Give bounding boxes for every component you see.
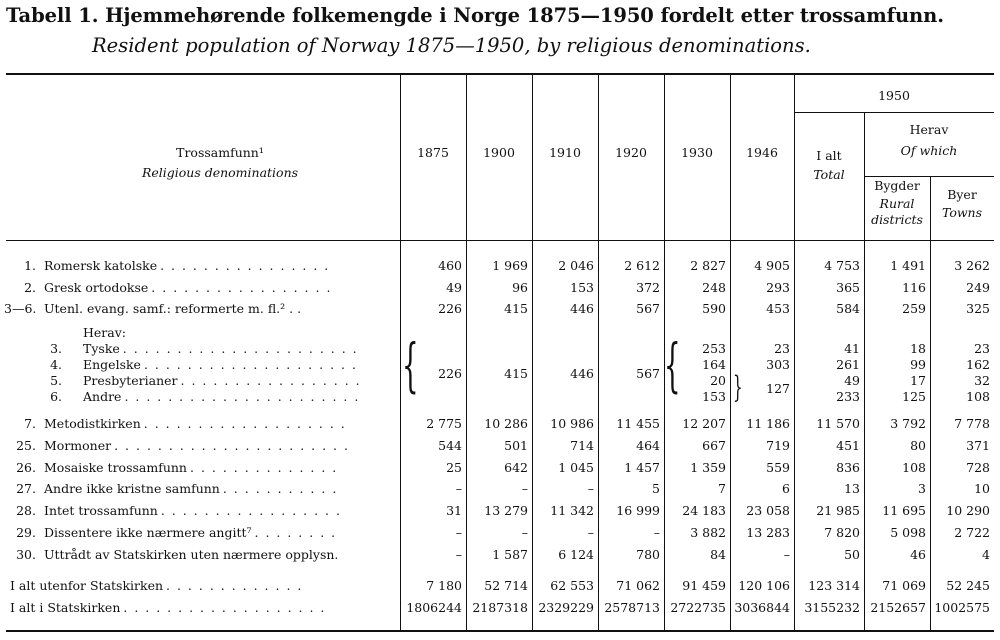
value-cell: 464 [636,438,660,453]
value-cell: 4 905 [754,258,790,273]
row-label [83,373,361,388]
value-cell: 123 314 [808,578,860,593]
value-cell: 164 [702,357,726,372]
value-cell: 836 [836,460,860,475]
header-herav: Herav [909,122,949,137]
value-cell: 2 722 [954,525,990,540]
value-cell: 719 [766,438,790,453]
value-cell: 10 286 [484,416,528,431]
row-number: 7. [24,416,36,431]
column-divider [466,73,467,630]
rule-line [6,630,994,632]
row-label-text: Andre ikke kristne samfunn [44,481,220,496]
subgroup-heading: Herav: [83,325,126,340]
value-cell: 226 [438,301,462,316]
header-denomination-en: Religious denominations [141,165,299,180]
value-cell: 4 [982,547,990,562]
value-cell: 3036844 [734,600,790,615]
value-cell: 49 [446,280,462,295]
value-cell: 714 [570,438,594,453]
row-number: 26. [16,460,36,475]
value-cell: 11 570 [816,416,860,431]
row-label [44,503,341,518]
value-cell: 2187318 [472,600,528,615]
value-cell: 3 792 [890,416,926,431]
value-cell: 1 359 [690,460,726,475]
value-cell: 303 [766,357,790,372]
header-rural-en-2: districts [871,212,923,227]
value-cell: – [653,525,660,540]
row-number: 4. [50,357,62,372]
value-cell: 20 [710,373,726,388]
leader-dots: . . . . . . . . . . . [222,481,338,496]
value-cell: 415 [504,301,528,316]
row-number: 30. [16,547,36,562]
value-cell: 293 [766,280,790,295]
value-cell: 6 124 [558,547,594,562]
total-label [10,600,326,615]
leader-dots: . . . . . . . . . . . . . . . . . . . . [143,357,358,372]
value-cell: 11 186 [746,416,790,431]
row-label [44,438,349,453]
column-divider [598,73,599,630]
row-label-text: Metodistkirken [44,416,141,431]
leader-dots: . . . . . . . . . . . . . . . . . . . [143,416,347,431]
row-label [83,389,360,404]
value-cell: 52 714 [484,578,528,593]
header-towns-en: Towns [941,205,983,220]
value-cell: 226 [438,366,462,381]
value-cell: 780 [636,547,660,562]
value-cell: 11 342 [550,503,594,518]
value-cell: 451 [836,438,860,453]
value-cell: 642 [504,460,528,475]
value-cell: 3155232 [804,600,860,615]
header-herav-en: Of which [900,143,958,158]
value-cell: 2722735 [670,600,726,615]
header-denomination: Trossamfunn¹ [176,145,264,160]
value-cell: – [587,525,594,540]
row-number: 1. [24,258,36,273]
row-number: 3—6. [4,301,37,316]
header-year: 1875 [417,145,449,160]
value-cell: 120 106 [738,578,790,593]
header-year: 1930 [681,145,713,160]
value-cell: 13 283 [746,525,790,540]
value-cell: 7 180 [426,578,462,593]
row-label-text: Intet trossamfunn [44,503,158,518]
value-cell: 667 [702,438,726,453]
row-label-text: Dissentere ikke nærmere angitt⁷ [44,525,252,540]
leader-dots: . . . . . . . . . . . . . . [190,460,338,475]
column-divider [400,73,401,630]
value-cell: 153 [702,389,726,404]
brace-symbol: { [402,331,419,399]
value-cell: 5 [652,481,660,496]
value-cell: 2 827 [690,258,726,273]
value-cell: 1 045 [558,460,594,475]
value-cell: 584 [836,301,860,316]
header-year: 1900 [483,145,515,160]
value-cell: 11 455 [616,416,660,431]
total-label-text: I alt utenfor Statskirken [10,578,164,593]
row-number: 6. [50,389,62,404]
value-cell: 127 [766,381,790,396]
value-cell: 125 [902,389,926,404]
value-cell: 13 279 [484,503,528,518]
row-label-text: Tyske [83,341,120,356]
value-cell: 2 046 [558,258,594,273]
value-cell: 4 753 [824,258,860,273]
rule-line [6,73,994,75]
value-cell: 1 491 [890,258,926,273]
header-total-en: Total [813,167,845,182]
column-divider [532,73,533,630]
total-label [10,578,303,593]
row-label-text: Mosaiske trossamfunn [44,460,187,475]
header-rural: Bygder [874,178,920,193]
value-cell: 108 [966,389,990,404]
value-cell: – [455,525,462,540]
leader-dots: . . . . . . . . . . . . . . . . . . . [123,600,326,615]
value-cell: 446 [570,366,594,381]
column-divider [794,73,795,630]
leader-dots: . . . . . . . . . . . . . . . . . . . . . . [122,341,359,356]
value-cell: 10 290 [946,503,990,518]
row-label-text: Uttrådt av Statskirken uten nærmere opplysn. [44,547,339,562]
value-cell: 10 986 [550,416,594,431]
row-label-text: Engelske [83,357,141,372]
row-label-text: Andre [83,389,122,404]
value-cell: 590 [702,301,726,316]
value-cell: 96 [512,280,528,295]
value-cell: 559 [766,460,790,475]
row-number: 27. [16,481,36,496]
value-cell: 2 612 [624,258,660,273]
row-label-text: Mormoner [44,438,112,453]
row-number: 28. [16,503,36,518]
header-rural-en: Rural [879,196,915,211]
value-cell: 7 820 [824,525,860,540]
value-cell: 2152657 [870,600,926,615]
value-cell: 372 [636,280,660,295]
value-cell: 365 [836,280,860,295]
header-year: 1920 [615,145,647,160]
value-cell: – [521,525,528,540]
value-cell: 16 999 [616,503,660,518]
value-cell: 460 [438,258,462,273]
table-subtitle: Resident population of Norway 1875—1950, by religious denominations. [92,34,811,57]
rule-line [6,240,994,241]
value-cell: 371 [966,438,990,453]
value-cell: 325 [966,301,990,316]
row-label-text: Gresk ortodokse [44,280,149,295]
row-label-text: Presbyterianer [83,373,178,388]
value-cell: 99 [910,357,926,372]
value-cell: 12 207 [682,416,726,431]
value-cell: 80 [910,438,926,453]
value-cell: 567 [636,366,660,381]
value-cell: 84 [710,547,726,562]
rule-line [794,112,994,113]
value-cell: – [455,481,462,496]
value-cell: 71 069 [882,578,926,593]
header-towns: Byer [947,187,977,202]
leader-dots: . . . . . . . . [254,525,337,540]
value-cell: 23 058 [746,503,790,518]
value-cell: 1 969 [492,258,528,273]
value-cell: 6 [782,481,790,496]
value-cell: – [587,481,594,496]
value-cell: 13 [844,481,860,496]
row-label [83,357,357,372]
leader-dots: . . . . . . . . . . . . . . . . . . . . . . [114,438,350,453]
column-divider [730,73,731,630]
header-year: 1910 [549,145,581,160]
value-cell: 11 695 [882,503,926,518]
row-label [44,416,346,431]
leader-dots: . . . . . . . . . . . . . [166,578,303,593]
value-cell: 49 [844,373,860,388]
header-total: I alt [816,148,842,163]
value-cell: 233 [836,389,860,404]
value-cell: 3 262 [954,258,990,273]
value-cell: 567 [636,301,660,316]
value-cell: 46 [910,547,926,562]
row-label-text: Utenl. evang. samf.: reformerte m. fl.² . . [44,301,302,316]
value-cell: 261 [836,357,860,372]
value-cell: 259 [902,301,926,316]
value-cell: 2 775 [426,416,462,431]
value-cell: 5 098 [890,525,926,540]
value-cell: 21 985 [816,503,860,518]
value-cell: 728 [966,460,990,475]
value-cell: 501 [504,438,528,453]
value-cell: 248 [702,280,726,295]
header-1950: 1950 [878,88,910,103]
value-cell: 453 [766,301,790,316]
value-cell: 24 183 [682,503,726,518]
value-cell: 415 [504,366,528,381]
value-cell: 162 [966,357,990,372]
total-label-text: I alt i Statskirken [10,600,121,615]
row-label [44,258,330,273]
value-cell: 7 [718,481,726,496]
row-number: 25. [16,438,36,453]
value-cell: 3 [918,481,926,496]
row-label [44,301,304,316]
value-cell: 41 [844,341,860,356]
value-cell: 249 [966,280,990,295]
value-cell: 1002575 [934,600,990,615]
value-cell: 17 [910,373,926,388]
row-label [83,341,358,356]
value-cell: 2329229 [538,600,594,615]
value-cell: 62 553 [550,578,594,593]
leader-dots: . . . . . . . . . . . . . . . . . [180,373,362,388]
row-number: 2. [24,280,36,295]
row-label [44,547,341,562]
value-cell: 1 457 [624,460,660,475]
value-cell: 108 [902,460,926,475]
row-number: 5. [50,373,62,388]
value-cell: 31 [446,503,462,518]
row-number: 3. [50,341,62,356]
row-label [44,481,338,496]
row-number: 29. [16,525,36,540]
brace-symbol: { [664,331,681,399]
value-cell: 25 [446,460,462,475]
value-cell: 1806244 [406,600,462,615]
value-cell: – [783,547,790,562]
value-cell: 71 062 [616,578,660,593]
value-cell: 50 [844,547,860,562]
value-cell: 23 [974,341,990,356]
leader-dots: . . . . . . . . . . . . . . . . [160,258,330,273]
value-cell: 32 [974,373,990,388]
value-cell: – [521,481,528,496]
value-cell: 3 882 [690,525,726,540]
value-cell: 7 778 [954,416,990,431]
column-divider [930,176,931,630]
value-cell: 116 [902,280,926,295]
value-cell: 446 [570,301,594,316]
row-label [44,280,332,295]
value-cell: 91 459 [682,578,726,593]
value-cell: 52 245 [946,578,990,593]
value-cell: 23 [774,341,790,356]
rule-line [864,176,994,177]
leader-dots: . . . . . . . . . . . . . . . . . . . . . . [124,389,360,404]
leader-dots: . . . . . . . . . . . . . . . . . [160,503,342,518]
value-cell: 10 [974,481,990,496]
table-title: Tabell 1. Hjemmehørende folkemengde i Norge 1875—1950 fordelt etter trossamfunn. [6,4,944,27]
leader-dots: . . . . . . . . . . . . . . . . . [151,280,332,295]
value-cell: 2578713 [604,600,660,615]
column-divider [864,112,865,630]
value-cell: 253 [702,341,726,356]
value-cell: 18 [910,341,926,356]
value-cell: – [455,547,462,562]
row-label-text: Romersk katolske [44,258,158,273]
value-cell: 153 [570,280,594,295]
row-label [44,460,338,475]
brace-symbol: } [733,370,743,405]
row-label [44,525,337,540]
header-year: 1946 [746,145,778,160]
value-cell: 544 [438,438,462,453]
value-cell: 1 587 [492,547,528,562]
